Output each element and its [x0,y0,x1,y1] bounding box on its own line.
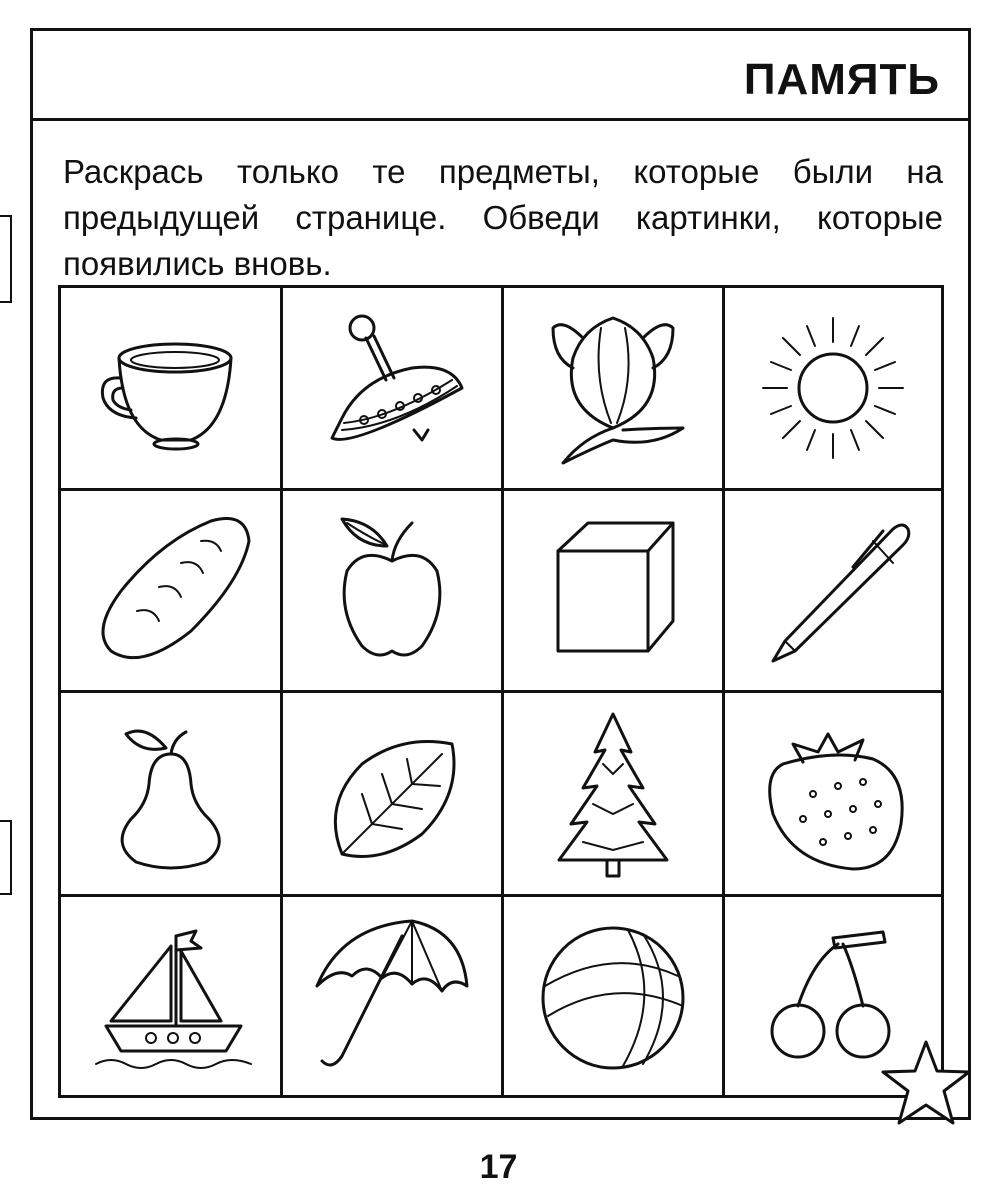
pen-icon [743,501,923,681]
strawberry-icon [743,704,923,884]
pear-icon [81,704,261,884]
bread-loaf-icon [81,501,261,681]
page-number: 17 [479,1148,518,1186]
apple-icon [302,501,482,681]
cup-icon [81,298,261,478]
grid-cell-umbrella[interactable] [283,897,504,1095]
sailboat-icon [81,906,261,1086]
grid-cell-strawberry[interactable] [725,693,941,897]
grid-cell-fir-tree[interactable] [504,693,725,897]
star-icon [878,1038,974,1128]
header [33,31,968,121]
grid-cell-apple[interactable] [283,491,504,693]
ball-icon [523,906,703,1086]
grid-cell-leaf[interactable] [283,693,504,897]
grid-cell-tulip[interactable] [504,288,725,491]
grid-cell-bread[interactable] [61,491,283,693]
umbrella-icon [302,906,482,1086]
fir-tree-icon [523,704,703,884]
sun-icon [743,298,923,478]
grid-cell-pen[interactable] [725,491,941,693]
leaf-icon [302,704,482,884]
grid-cell-spinning-top[interactable] [283,288,504,491]
grid-cell-sun[interactable] [725,288,941,491]
page-title: ПАМЯТЬ [743,55,940,104]
grid-cell-cube[interactable] [504,491,725,693]
spinning-top-icon [302,298,482,478]
margin-mark [0,820,12,895]
margin-mark [0,215,12,303]
grid-cell-sailboat[interactable] [61,897,283,1095]
cube-icon [523,501,703,681]
picture-grid [58,285,944,1098]
grid-cell-cup[interactable] [61,288,283,491]
tulip-icon [523,298,703,478]
task-instruction: Раскрась только те предметы, которые были на предыдущей странице. Обведи картинки, которые появились вновь. [63,153,943,282]
grid-cell-pear[interactable] [61,693,283,897]
grid-cell-ball[interactable] [504,897,725,1095]
